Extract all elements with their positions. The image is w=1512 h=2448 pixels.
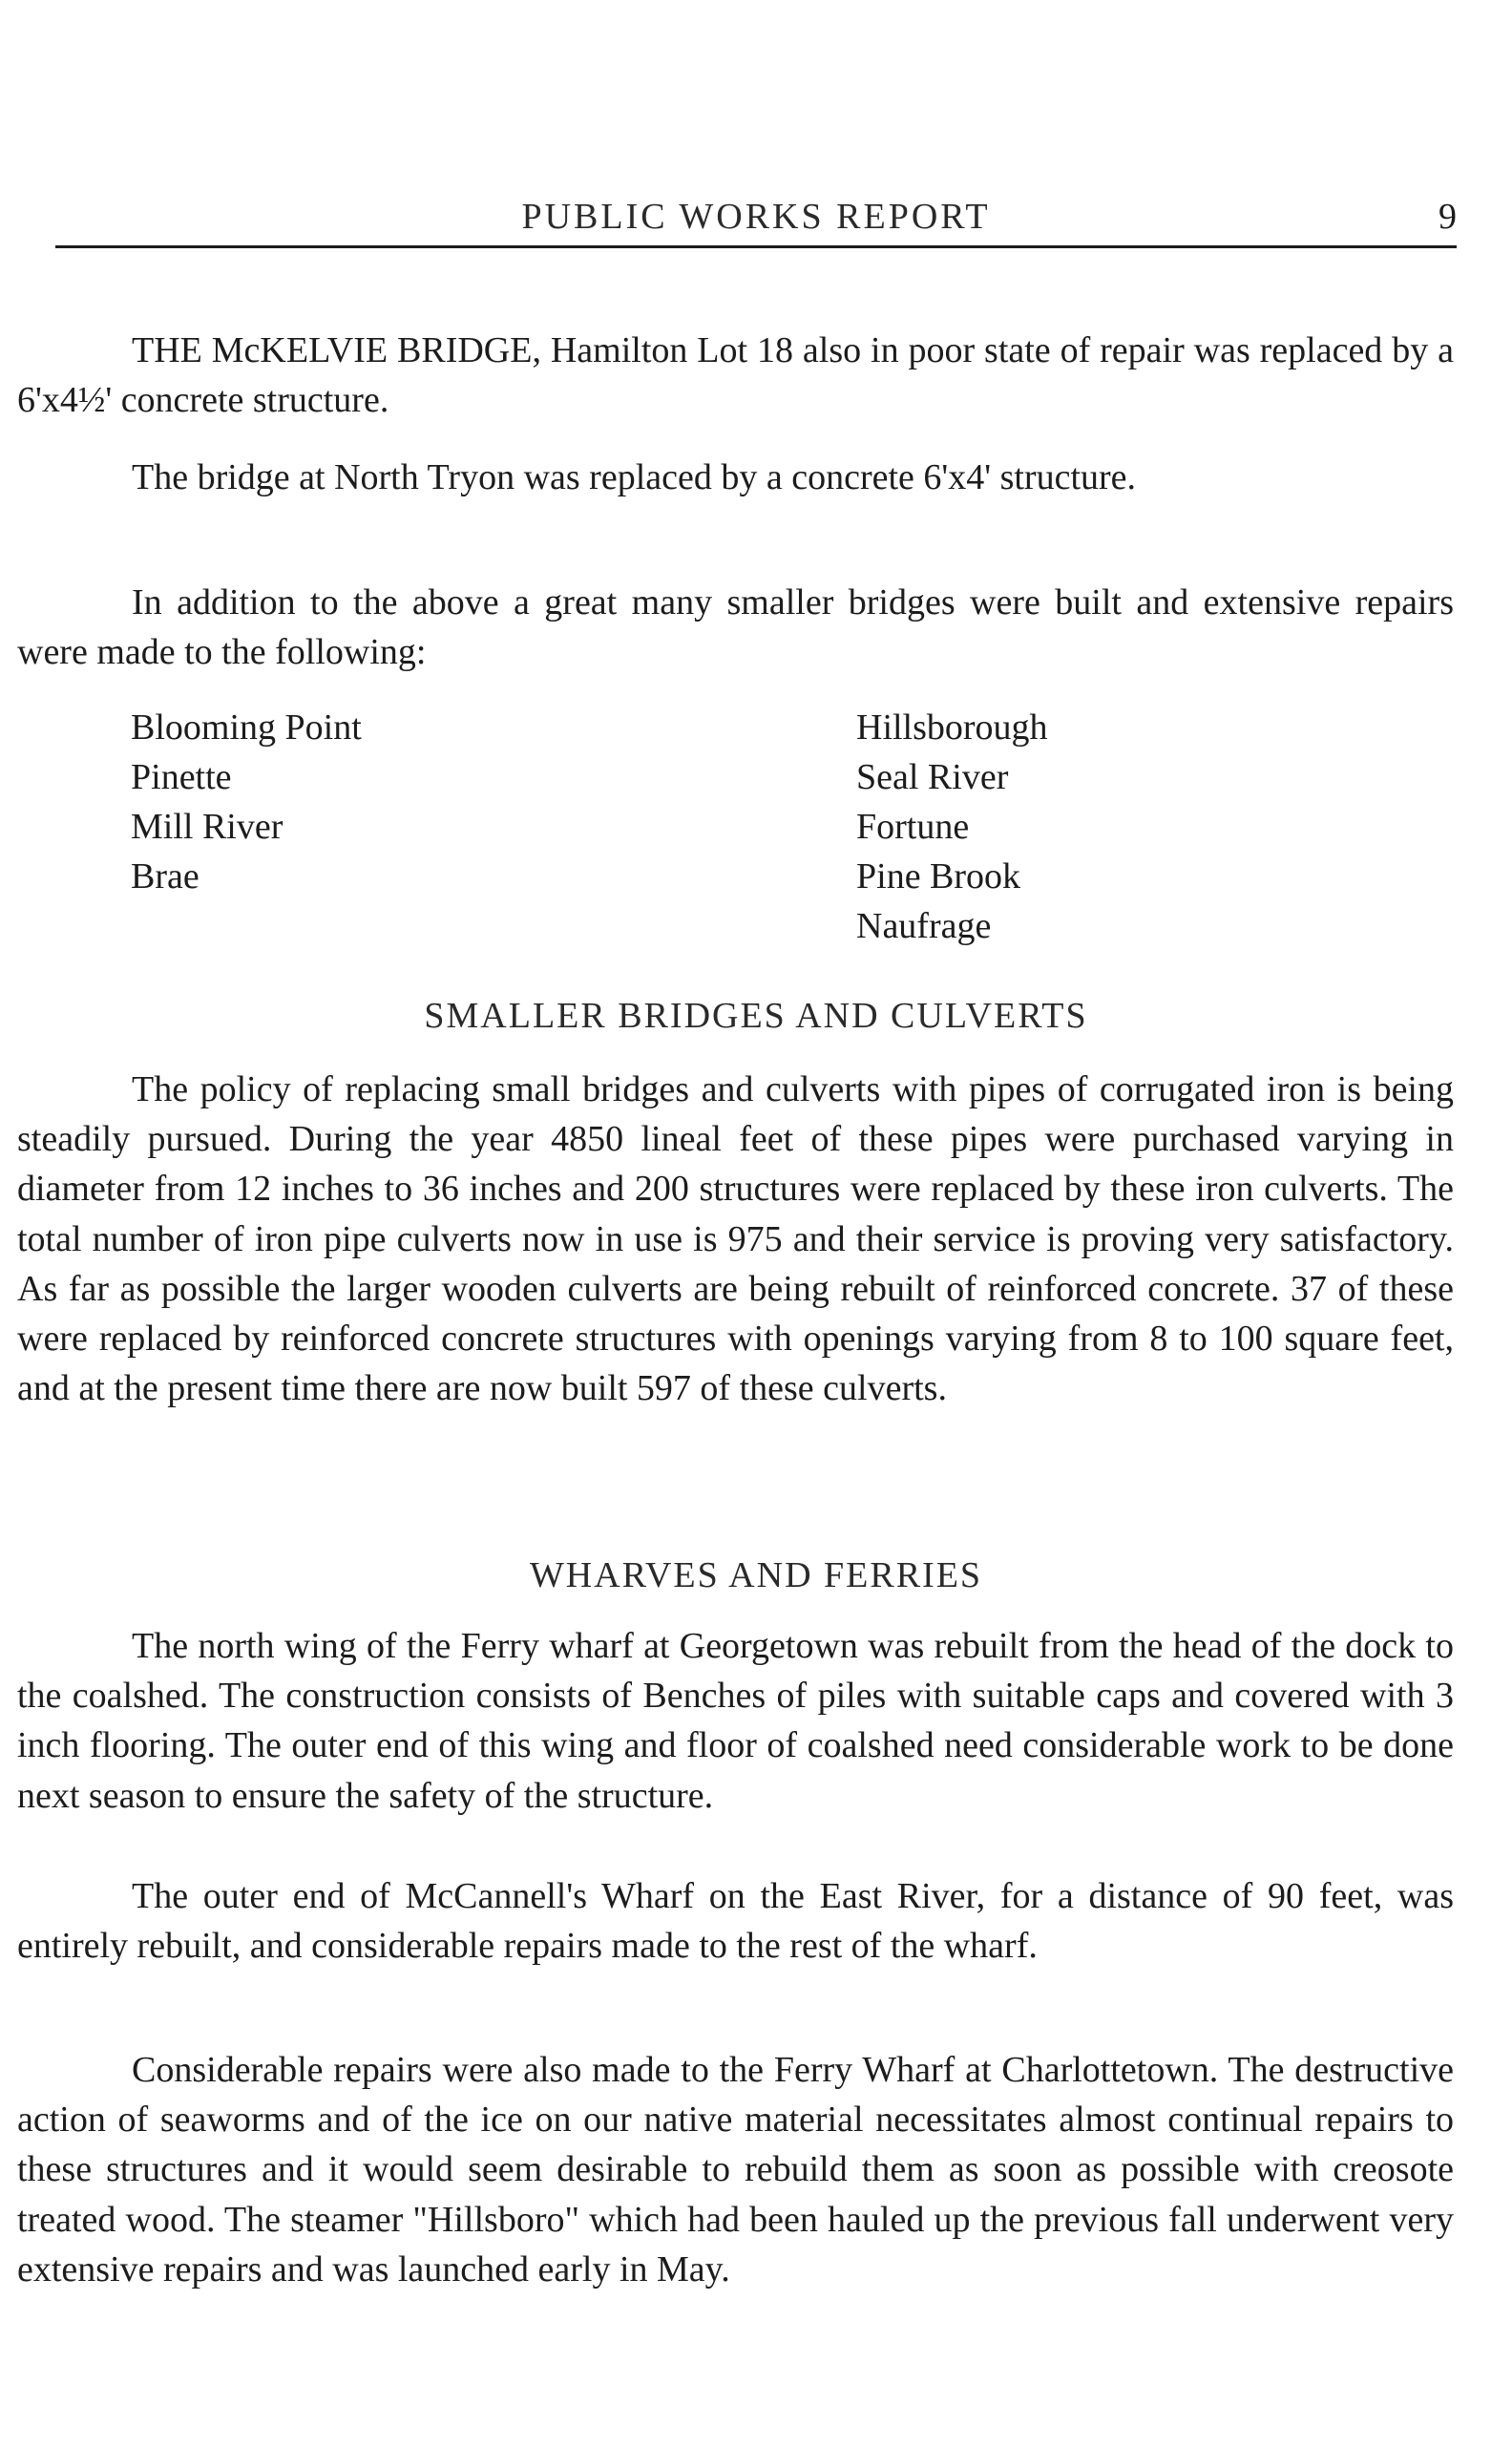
section-heading-wharves: WHARVES AND FERRIES — [529, 1555, 983, 1595]
paragraph-north-tryon: The bridge at North Tryon was replaced by a concrete 6'x4' structure. — [132, 457, 1137, 497]
header-title: PUBLIC WORKS REPORT — [521, 197, 991, 237]
list-item: Pinette — [131, 757, 232, 797]
page-number: 9 — [1438, 197, 1457, 237]
section-heading-culverts: SMALLER BRIDGES AND CULVERTS — [424, 996, 1088, 1036]
list-item: Naufrage — [856, 906, 992, 946]
paragraph-mckelvie-bridge: THE McKELVIE BRIDGE, Hamilton Lot 18 also in poor state of repair was replaced by a 6'x4½' concrete structure. — [17, 330, 1454, 421]
list-item: Hillsborough — [856, 707, 1048, 748]
paragraph-culverts: The policy of replacing small bridges and culverts with pipes of corrugated iron is being steadily pursued. During the year 4850 lineal feet of these pipes were purchased varying in diameter from 12 inches to 36 inches and 200 structures were replaced by these iron culverts. The total number of iron pipe culverts now in use is 975 and their service is proving very satisfactory. As far as possible the larger wooden culverts are being rebuilt of reinforced concrete. 37 of these were replaced by reinforced concrete structures with openings varying from 8 to 100 square feet, and at the present time there are now built 597 of these culverts. — [17, 1069, 1454, 1409]
list-item: Mill River — [131, 807, 284, 847]
list-item: Brae — [131, 856, 200, 897]
list-item: Fortune — [856, 807, 970, 847]
repair-list-left — [131, 703, 362, 901]
list-item: Pine Brook — [856, 856, 1021, 897]
repair-list-right — [856, 703, 1048, 951]
running-header — [55, 196, 1457, 248]
list-item: Blooming Point — [131, 707, 362, 748]
paragraph-mccannells-wharf: The outer end of McCannell's Wharf on the East River, for a distance of 90 feet, was entirely rebuilt, and considerable repairs made to the rest of the wharf. — [17, 1876, 1454, 1967]
paragraph-smaller-bridges-intro: In addition to the above a great many smaller bridges were built and extensive repairs were made to the following: — [17, 582, 1454, 673]
paragraph-georgetown-wharf: The north wing of the Ferry wharf at Georgetown was rebuilt from the head of the dock to the coalshed. The construction consists of Benches of piles with suitable caps and covered with 3 inch flooring. The outer end of this wing and floor of coalshed need considerable work to be done next season to ensure the safety of the structure. — [17, 1626, 1454, 1816]
paragraph-charlottetown-wharf: Considerable repairs were also made to the Ferry Wharf at Charlottetown. The destructive action of seaworms and of the ice on our native material necessitates almost continual repairs to these structures and it would seem desirable to rebuild them as soon as possible with creosote treated wood. The steamer "Hillsboro" which had been hauled up the previous fall underwent very extensive repairs and was launched early in May. — [17, 2050, 1454, 2290]
list-item: Seal River — [856, 757, 1009, 797]
